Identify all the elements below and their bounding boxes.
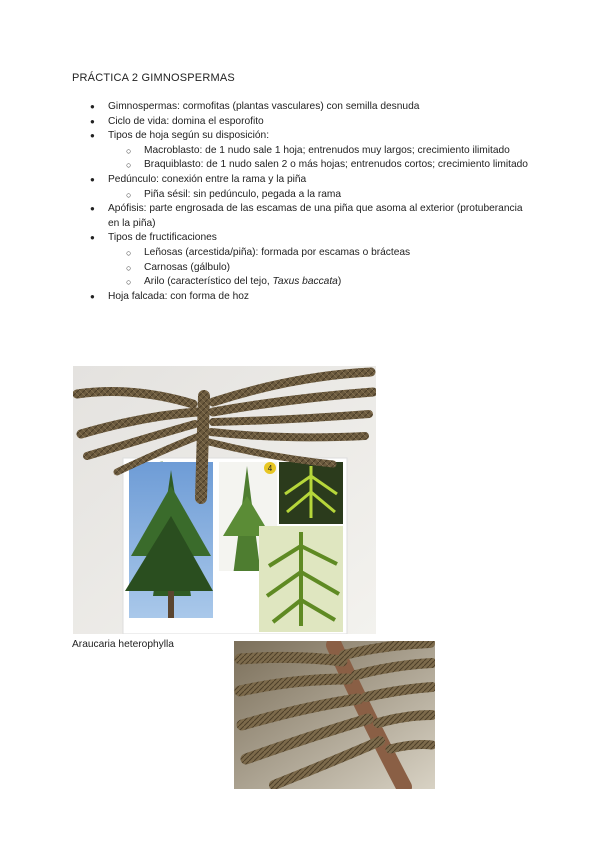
sub-list-item: ○ Braquiblasto: de 1 nudo salen 2 o más hojas; entrenudos cortos; crecimiento limitado [108, 158, 532, 173]
list-item: ● Tipos de fructificaciones ○ Leñosas (arcestida/piña): formada por escamas o brácteas ○ Carnosas (gálbulo) ○ Arilo (característico del tejo, Taxus baccata) [72, 231, 532, 289]
list-item: ● Tipos de hoja según su disposición: ○ Macroblasto: de 1 nudo sale 1 hoja; entrenudos muy largos; crecimiento ilimitado ○ Braquiblasto: de 1 nudo salen 2 o más hojas; entrenudos cortos; crecimiento limitado [72, 129, 532, 173]
list-item: ● Ciclo de vida: domina el esporofito [72, 115, 532, 130]
specimen-photo [73, 366, 376, 634]
sub-list-item: ○ Piña sésil: sin pedúnculo, pegada a la rama [108, 188, 532, 203]
list-item: ● Pedúnculo: conexión entre la rama y la piña ○ Piña sésil: sin pedúnculo, pegada a la rama [72, 173, 532, 202]
sub-list [108, 144, 532, 173]
sub-list [108, 188, 532, 203]
sub-list-item: ○ Carnosas (gálbulo) [108, 261, 532, 276]
list-item: ● Gimnospermas: cormofitas (plantas vasculares) con semilla desnuda [72, 100, 532, 115]
notes-list [72, 100, 532, 304]
sub-list-item: ○ Leñosas (arcestida/piña): formada por escamas o brácteas [108, 246, 532, 261]
photo-caption: Araucaria heterophylla [72, 639, 174, 650]
list-item: ● Apófisis: parte engrosada de las escamas de una piña que asoma al exterior (protuberancia en la piña) [72, 202, 532, 231]
page-title: PRÁCTICA 2 GIMNOSPERMAS [72, 72, 235, 84]
sub-list [108, 246, 532, 290]
sub-list-item: ○ Macroblasto: de 1 nudo sale 1 hoja; entrenudos muy largos; crecimiento ilimitado [108, 144, 532, 159]
card-badge-label: 4 [267, 464, 273, 473]
list-item: ● Hoja falcada: con forma de hoz [72, 290, 532, 305]
sub-list-item: ○ Arilo (característico del tejo, Taxus baccata) [108, 275, 532, 290]
branch-closeup-photo [234, 641, 435, 789]
